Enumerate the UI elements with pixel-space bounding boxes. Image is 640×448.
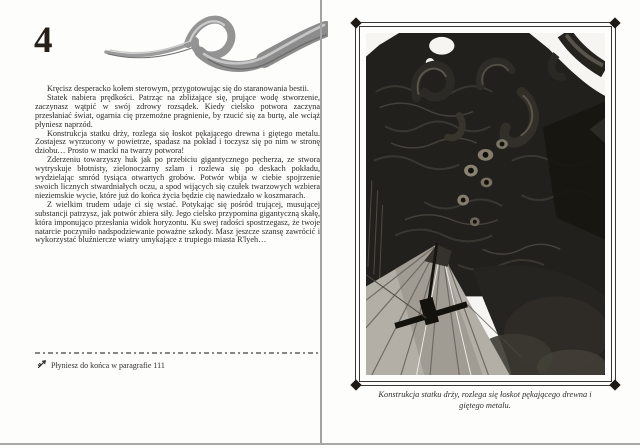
body-paragraph: Statek nabiera prędkości. Patrząc na zbliżające się, prujące wodę stworzenie, zaczynasz wątpić w swój zdrowy rozsądek. Kiedy cielsko potwora zaczyna przesłaniać świat, ogarnia cię przemożne pragnienie, by rzucić się za burtę, ale wciąż płyniesz naprzód. (35, 92, 320, 129)
choice-arrow-icon (37, 359, 47, 372)
body-paragraph: Zderzeniu towarzyszy huk jak po przebiciu gigantycznego pęcherza, ze stwora wytryskuje błotnisty, zielonoczarny szlam i rozlewa się po deskach pokładu, wydzielając smród tysiąca otwartych grobów. Potwór wbija w ciebie spojrzenie swoich licznych stwardniałych oczu, a spod wijących się czułek twarzowych wzbiera nieziemskie wycie, które już do końca życia będzie cię nawiedzało w koszmarach. (35, 155, 320, 200)
illustration-frame (355, 22, 616, 386)
body-paragraph: Kręcisz desperacko kołem sterowym, przygotowując się do staranowania bestii. (47, 84, 309, 93)
body-paragraph: Z wielkim trudem udaje ci się wstać. Potykając się pośród trującej, musującej substancji patrzysz, jak potwór zbiera siły. Jego cielsko przypomina gigantyczną skałę, która imponująco przesłania widok horyzontu. Ku swej radości spostrzegasz, że twoje natarcie poczyniło nadspodziewanie poważne szkody. Masz jeszcze szansę zawrócić i wykorzystać bluźniercze wiatry umykające z trupiego miasta R'lyeh… (35, 199, 320, 245)
illustration-frame-inner (359, 26, 612, 382)
body-text (35, 85, 320, 245)
page-gutter-divider (320, 0, 322, 444)
section-number: 4 (34, 20, 53, 61)
page-bottom-edge (0, 443, 640, 445)
choice-text: Płyniesz do końca w paragrafie 111 (51, 361, 165, 370)
illustration-caption: Konstrukcja statku drży, rozlega się łoskot pękającego drewna i giętego metalu. (378, 390, 592, 410)
choice-line (37, 360, 320, 372)
body-paragraph: Konstrukcja statku drży, rozlega się łoskot pękającego drewna i giętego metalu. Zostajesz wyrzucony w powietrze, spadasz na pokład i toczysz się po nim w stronę dziobu… Prosto w macki na twarzy potwora! (35, 128, 320, 156)
choice-divider-rule (35, 352, 320, 354)
monster-illustration (366, 33, 605, 375)
tentacle-header-illustration (100, 2, 328, 94)
